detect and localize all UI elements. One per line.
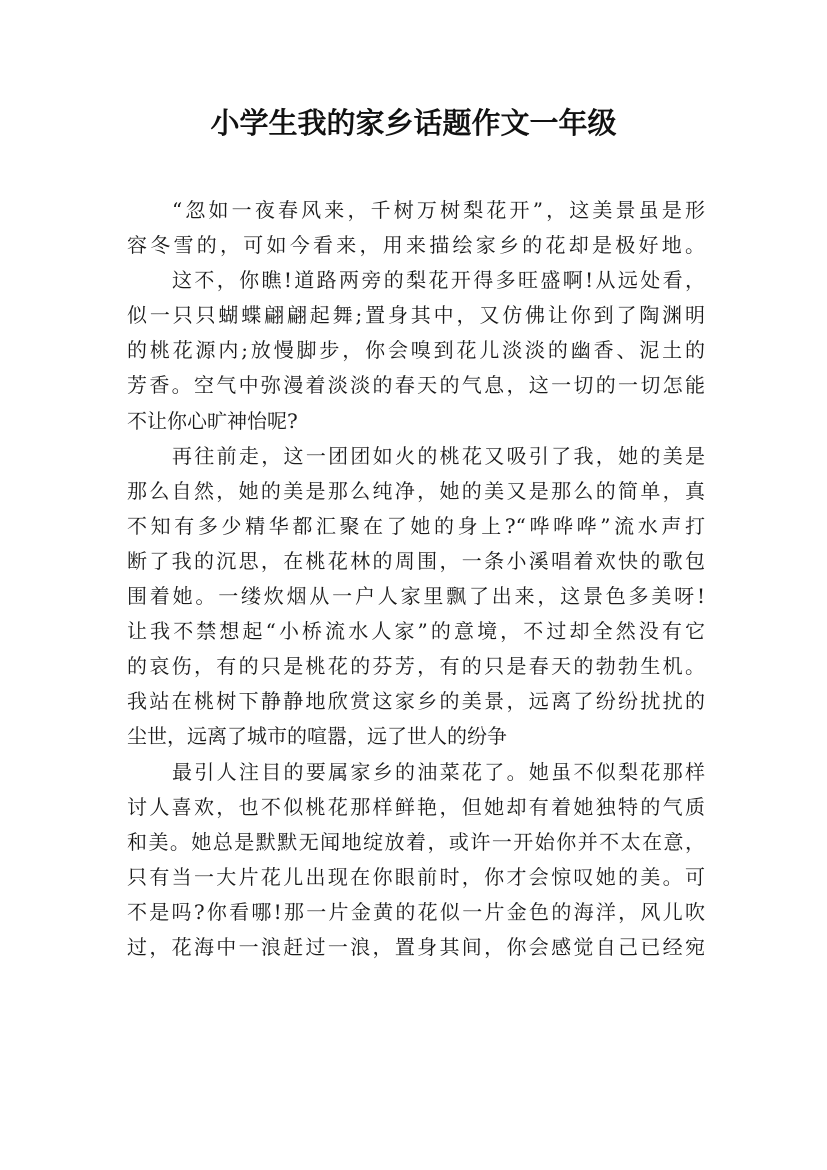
paragraph-3-line-9: 尘世，远离了城市的喧嚣，远了世人的纷争 — [127, 724, 507, 749]
document-body — [127, 193, 705, 965]
paragraph-2-line-3: 的桃花源内;放慢脚步，你会嗅到花儿淡淡的幽香、泥土的 — [127, 338, 705, 363]
paragraph-3-line-2: 那么自然，她的美是那么纯净，她的美又是那么的简单，真 — [127, 478, 705, 503]
paragraph-2-line-4: 芳香。空气中弥漫着淡淡的春天的气息，这一切的一切怎能 — [127, 373, 705, 398]
paragraph-4-line-3: 和美。她总是默默无闻地绽放着，或许一开始你并不太在意， — [127, 829, 705, 854]
paragraph-4-line-5: 不是吗?你看哪!那一片金黄的花似一片金色的海洋，风儿吹 — [127, 899, 705, 924]
paragraph-4-line-1: 最引人注目的要属家乡的油菜花了。她虽不似梨花那样 — [172, 759, 705, 784]
paragraph-4-line-4: 只有当一大片花儿出现在你眼前时，你才会惊叹她的美。可 — [127, 864, 705, 889]
paragraph-1-line-1: “忽如一夜春风来，千树万树梨花开”，这美景虽是形 — [172, 198, 705, 222]
paragraph-3-line-4: 断了我的沉思，在桃花林的周围，一条小溪唱着欢快的歌包 — [127, 548, 705, 573]
paragraph-3-line-3: 不知有多少精华都汇聚在了她的身上?“哗哗哗”流水声打 — [127, 513, 705, 538]
paragraph-3-line-5: 围着她。一缕炊烟从一户人家里飘了出来，这景色多美呀! — [127, 584, 705, 609]
paragraph-2-line-1: 这不，你瞧!道路两旁的梨花开得多旺盛啊!从远处看， — [172, 268, 705, 293]
paragraph-4-line-6: 过，花海中一浪赶过一浪，置身其间，你会感觉自己已经宛 — [127, 934, 705, 959]
paragraph-4-line-2: 讨人喜欢，也不似桃花那样鲜艳，但她却有着她独特的气质 — [127, 794, 705, 819]
document-title: 小学生我的家乡话题作文一年级 — [210, 106, 617, 140]
paragraph-1-line-2: 容冬雪的，可如今看来，用来描绘家乡的花却是极好地。 — [127, 233, 705, 258]
paragraph-2-line-5: 不让你心旷神怡呢? — [127, 408, 298, 433]
paragraph-3-line-1: 再往前走，这一团团如火的桃花又吸引了我，她的美是 — [172, 443, 705, 468]
paragraph-3-line-8: 我站在桃树下静静地欣赏这家乡的美景，远离了纷纷扰扰的 — [127, 689, 705, 714]
paragraph-3-line-6: 让我不禁想起“小桥流水人家”的意境，不过却全然没有它 — [127, 619, 705, 644]
paragraph-3-line-7: 的哀伤，有的只是桃花的芬芳，有的只是春天的勃勃生机。 — [127, 654, 705, 679]
paragraph-2-line-2: 似一只只蝴蝶翩翩起舞;置身其中，又仿佛让你到了陶渊明 — [127, 303, 705, 328]
